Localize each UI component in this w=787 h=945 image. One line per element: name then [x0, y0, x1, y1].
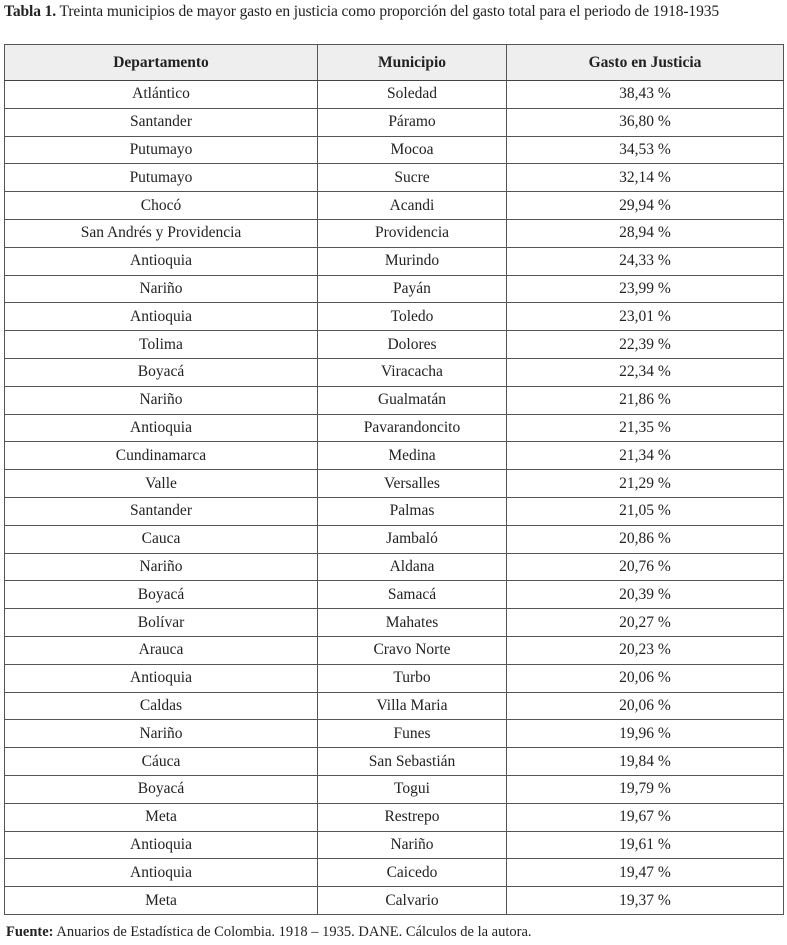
- spending-table: [4, 44, 784, 915]
- source-note: [6, 922, 532, 942]
- departamento-cell: Cundinamarca: [5, 442, 318, 470]
- departamento-cell: Santander: [5, 497, 318, 525]
- municipio-cell: Nariño: [318, 831, 507, 859]
- table-row: [5, 108, 784, 136]
- municipio-cell: Pavarandoncito: [318, 414, 507, 442]
- table-row: [5, 775, 784, 803]
- gasto-cell: 20,06 %: [507, 664, 784, 692]
- departamento-cell: Valle: [5, 470, 318, 498]
- caption-text: Treinta municipios de mayor gasto en justicia como proporción del gasto total para el periodo de 1918-1935: [59, 3, 720, 20]
- gasto-cell: 20,76 %: [507, 553, 784, 581]
- table-row: [5, 164, 784, 192]
- header-municipio: Municipio: [318, 45, 507, 81]
- municipio-cell: Mocoa: [318, 136, 507, 164]
- table-row: [5, 219, 784, 247]
- gasto-cell: 19,96 %: [507, 720, 784, 748]
- departamento-cell: Cáuca: [5, 748, 318, 776]
- table-row: [5, 470, 784, 498]
- departamento-cell: Nariño: [5, 553, 318, 581]
- municipio-cell: Palmas: [318, 497, 507, 525]
- gasto-cell: 20,86 %: [507, 525, 784, 553]
- table-row: [5, 748, 784, 776]
- table-row: [5, 831, 784, 859]
- source-text: Anuarios de Estadística de Colombia. 1918 – 1935. DANE. Cálculos de la autora.: [56, 924, 532, 940]
- gasto-cell: 34,53 %: [507, 136, 784, 164]
- gasto-cell: 22,34 %: [507, 358, 784, 386]
- gasto-cell: 24,33 %: [507, 247, 784, 275]
- departamento-cell: Boyacá: [5, 358, 318, 386]
- municipio-cell: Caicedo: [318, 859, 507, 887]
- gasto-cell: 28,94 %: [507, 219, 784, 247]
- departamento-cell: Nariño: [5, 275, 318, 303]
- gasto-cell: 19,84 %: [507, 748, 784, 776]
- gasto-cell: 22,39 %: [507, 331, 784, 359]
- municipio-cell: Calvario: [318, 887, 507, 915]
- caption-label: Tabla 1.: [4, 3, 57, 20]
- municipio-cell: Villa Maria: [318, 692, 507, 720]
- table-row: [5, 553, 784, 581]
- municipio-cell: Aldana: [318, 553, 507, 581]
- municipio-cell: Funes: [318, 720, 507, 748]
- departamento-cell: Meta: [5, 803, 318, 831]
- municipio-cell: Restrepo: [318, 803, 507, 831]
- gasto-cell: 20,06 %: [507, 692, 784, 720]
- table-row: [5, 136, 784, 164]
- table-row: [5, 859, 784, 887]
- municipio-cell: Murindo: [318, 247, 507, 275]
- table-row: [5, 331, 784, 359]
- table-row: [5, 192, 784, 220]
- gasto-cell: 36,80 %: [507, 108, 784, 136]
- municipio-cell: Providencia: [318, 219, 507, 247]
- table-caption: [4, 2, 787, 22]
- gasto-cell: 19,67 %: [507, 803, 784, 831]
- table-row: [5, 664, 784, 692]
- table-row: [5, 303, 784, 331]
- gasto-cell: 19,47 %: [507, 859, 784, 887]
- departamento-cell: Santander: [5, 108, 318, 136]
- municipio-cell: Soledad: [318, 81, 507, 109]
- header-gasto: Gasto en Justicia: [507, 45, 784, 81]
- municipio-cell: Toledo: [318, 303, 507, 331]
- municipio-cell: Turbo: [318, 664, 507, 692]
- gasto-cell: 21,05 %: [507, 497, 784, 525]
- table-row: [5, 81, 784, 109]
- departamento-cell: Boyacá: [5, 581, 318, 609]
- table-row: [5, 887, 784, 915]
- table-row: [5, 442, 784, 470]
- table-row: [5, 497, 784, 525]
- municipio-cell: Acandi: [318, 192, 507, 220]
- departamento-cell: Antioquia: [5, 247, 318, 275]
- table-row: [5, 386, 784, 414]
- gasto-cell: 23,01 %: [507, 303, 784, 331]
- departamento-cell: Arauca: [5, 636, 318, 664]
- municipio-cell: Mahates: [318, 609, 507, 637]
- gasto-cell: 23,99 %: [507, 275, 784, 303]
- municipio-cell: Payán: [318, 275, 507, 303]
- table-row: [5, 358, 784, 386]
- gasto-cell: 21,86 %: [507, 386, 784, 414]
- table-row: [5, 414, 784, 442]
- departamento-cell: Antioquia: [5, 303, 318, 331]
- departamento-cell: Putumayo: [5, 164, 318, 192]
- municipio-cell: Versalles: [318, 470, 507, 498]
- gasto-cell: 21,35 %: [507, 414, 784, 442]
- departamento-cell: Antioquia: [5, 831, 318, 859]
- municipio-cell: Gualmatán: [318, 386, 507, 414]
- gasto-cell: 21,34 %: [507, 442, 784, 470]
- municipio-cell: Jambaló: [318, 525, 507, 553]
- municipio-cell: Viracacha: [318, 358, 507, 386]
- municipio-cell: Togui: [318, 775, 507, 803]
- gasto-cell: 38,43 %: [507, 81, 784, 109]
- table-row: [5, 275, 784, 303]
- departamento-cell: Caldas: [5, 692, 318, 720]
- departamento-cell: Bolívar: [5, 609, 318, 637]
- gasto-cell: 32,14 %: [507, 164, 784, 192]
- departamento-cell: Tolima: [5, 331, 318, 359]
- municipio-cell: San Sebastián: [318, 748, 507, 776]
- departamento-cell: Antioquia: [5, 414, 318, 442]
- gasto-cell: 19,37 %: [507, 887, 784, 915]
- departamento-cell: Putumayo: [5, 136, 318, 164]
- municipio-cell: Samacá: [318, 581, 507, 609]
- departamento-cell: Chocó: [5, 192, 318, 220]
- municipio-cell: Sucre: [318, 164, 507, 192]
- departamento-cell: Atlántico: [5, 81, 318, 109]
- table-row: [5, 636, 784, 664]
- table-row: [5, 247, 784, 275]
- gasto-cell: 20,39 %: [507, 581, 784, 609]
- departamento-cell: Antioquia: [5, 664, 318, 692]
- gasto-cell: 20,27 %: [507, 609, 784, 637]
- departamento-cell: Antioquia: [5, 859, 318, 887]
- header-departamento: Departamento: [5, 45, 318, 81]
- table-row: [5, 720, 784, 748]
- gasto-cell: 20,23 %: [507, 636, 784, 664]
- table-row: [5, 803, 784, 831]
- table-row: [5, 525, 784, 553]
- table-row: [5, 581, 784, 609]
- municipio-cell: Cravo Norte: [318, 636, 507, 664]
- gasto-cell: 19,79 %: [507, 775, 784, 803]
- gasto-cell: 19,61 %: [507, 831, 784, 859]
- table-row: [5, 609, 784, 637]
- departamento-cell: Nariño: [5, 386, 318, 414]
- municipio-cell: Medina: [318, 442, 507, 470]
- source-label: Fuente:: [6, 924, 54, 940]
- departamento-cell: Meta: [5, 887, 318, 915]
- header-row: [5, 45, 784, 81]
- departamento-cell: San Andrés y Providencia: [5, 219, 318, 247]
- departamento-cell: Nariño: [5, 720, 318, 748]
- gasto-cell: 21,29 %: [507, 470, 784, 498]
- municipio-cell: Dolores: [318, 331, 507, 359]
- departamento-cell: Boyacá: [5, 775, 318, 803]
- departamento-cell: Cauca: [5, 525, 318, 553]
- municipio-cell: Páramo: [318, 108, 507, 136]
- table-row: [5, 692, 784, 720]
- gasto-cell: 29,94 %: [507, 192, 784, 220]
